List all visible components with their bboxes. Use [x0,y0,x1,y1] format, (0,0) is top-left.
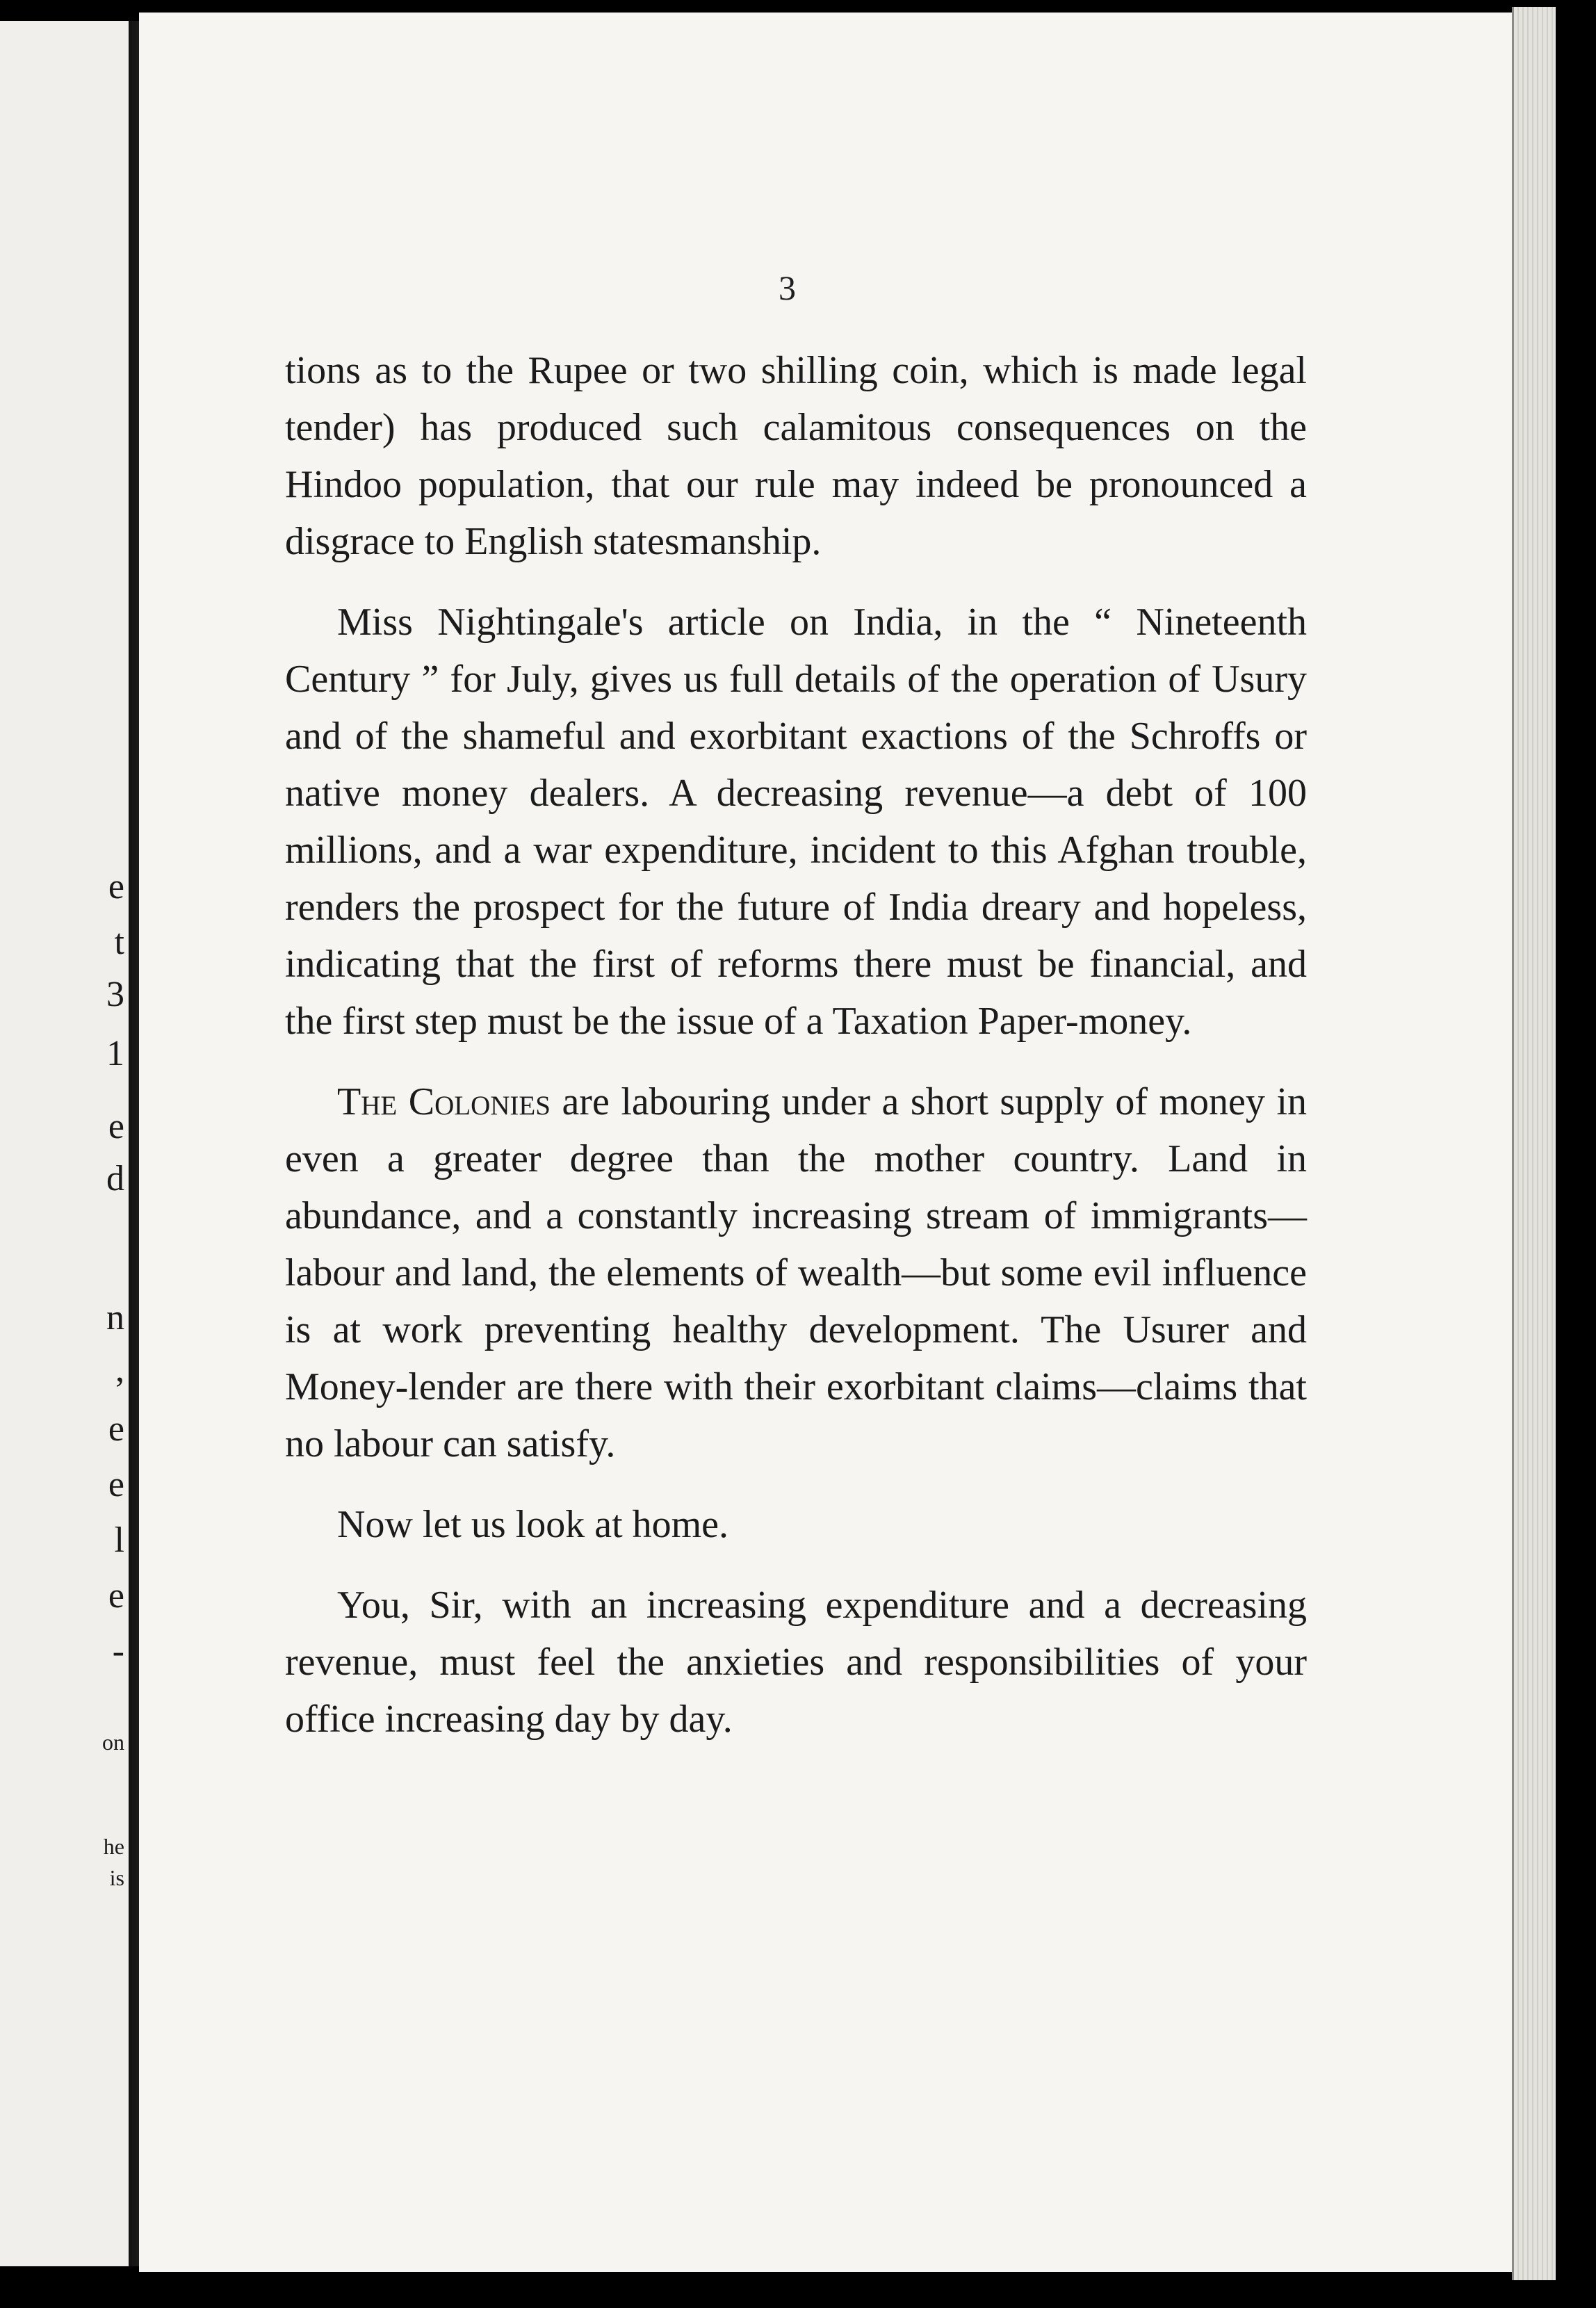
paragraph-nightingale: Miss Nightingale's article on India, in the “ Nineteenth Century ” for July, gives us full details of the operation of Usury and of the shameful and exorbitant exactions of the Schroffs or native money dealers. A decreasing revenue—a debt of 100 millions, and a war expenditure, incident to this Afghan trouble, renders the prospect for the future of India dreary and hopeless, indicating that the first of reforms there must be financial, and the first step must be the issue of a Taxation Paper-money. [285,601,1307,1043]
margin-fragment: t [114,923,124,962]
margin-fragment: e [108,1465,124,1504]
margin-fragment: - [112,1632,124,1671]
colonies-text: are labouring under a short supply of money in even a greater degree than the mother country. Land in abundance, and a constantly increasing stream of immigrants—labour and land, the elements of wealth—but some evil influence is at work preventing healthy development. The Usurer and Money-lender are there with their exorbitant claims—claims that no labour can satisfy. [285,1080,1307,1465]
margin-fragment: is [109,1865,124,1890]
paragraph-usury-rupee: tions as to the Rupee or two shilling coin, which is made legal tender) has produced such calamitous consequences on the Hindoo population, that our rule may indeed be pronounced a disgrace to English statesmanship. [285,349,1307,563]
paragraph-colonies [285,1073,1307,1472]
page-number: 3 [779,268,796,307]
margin-fragment: n [106,1298,124,1338]
margin-fragment: 3 [106,975,124,1014]
body-text [285,342,1307,1771]
margin-fragment: e [108,1409,124,1449]
colonies-lead: The Colonies [337,1080,551,1123]
margin-fragment: l [114,1520,124,1560]
margin-fragment: e [108,1107,124,1146]
left-page [0,21,129,2266]
paragraph-sir: You, Sir, with an increasing expenditure and a decreasing revenue, must feel the anxieties and responsibilities of your office increasing day by day. [285,1584,1307,1741]
margin-fragment: 1 [106,1034,124,1073]
page-edge [1512,7,1556,2280]
margin-fragment: he [103,1834,124,1859]
paragraph-home: Now let us look at home. [337,1503,729,1546]
margin-fragment: on [102,1730,124,1755]
margin-fragment: e [108,1576,124,1616]
margin-fragment: d [106,1159,124,1198]
margin-fragment: e [108,867,124,907]
margin-fragment: , [115,1350,124,1390]
